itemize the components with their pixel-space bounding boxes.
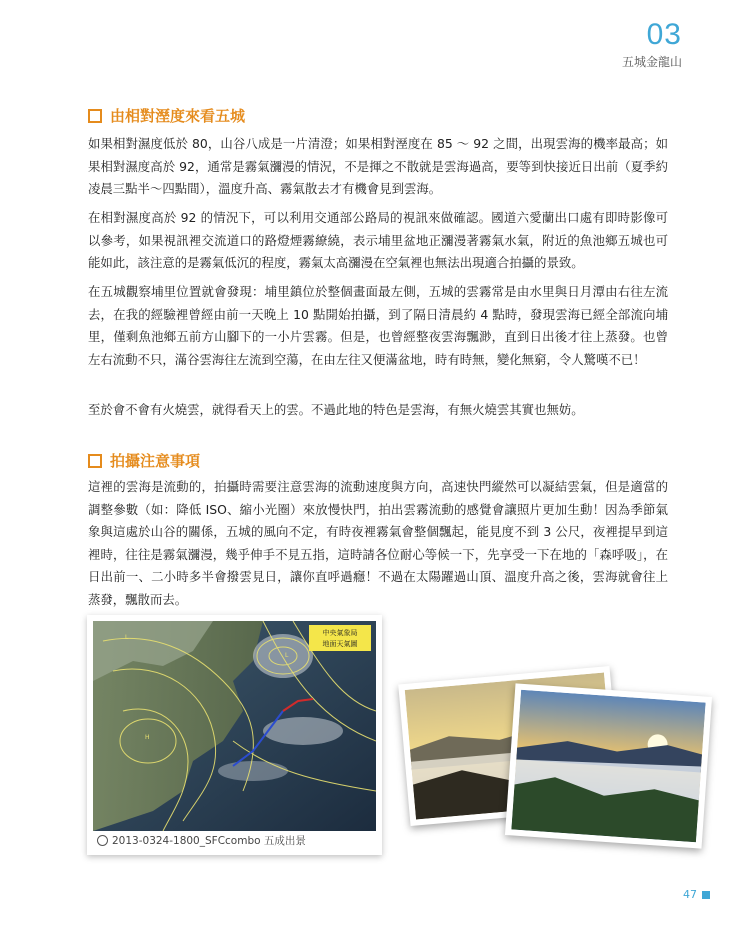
checkbox-square-icon bbox=[88, 454, 102, 468]
section-heading-humidity bbox=[88, 105, 245, 126]
body-paragraph: 在五城觀察埔里位置就會發現：埔里鎮位於整個畫面最左側，五城的雲霧常是由水里與日月潭由右往左流去，在我的經驗裡曾經由前一天晚上 10 點開始拍攝，到了隔日清晨約 4 點時，發現雲海已經全部流向埔里，僅剩魚池鄉五前方山腳下的一小片雲霧。但是，也曾經整夜雲海飄渺，直到日出後才往上蒸發。也曾左右流動不只，滿谷雲海往左流到空蕩，在由左往又便滿盆地，時有時無，變化無窮，令人驚嘆不已！ bbox=[88, 284, 668, 367]
body-paragraph: 這裡的雲海是流動的，拍攝時需要注意雲海的流動速度與方向，高速快門縱然可以凝結雲氣，但是適當的調整參數（如：降低 ISO、縮小光圈）來放慢快門，拍出雲霧流動的感覺會讓照片更加生動！因為季節氣象與這處於山谷的關係，五城的風向不定，有時夜裡霧氣會整個飄起，能見度不到 3 公尺，夜裡提早到這裡時，往往是霧氣瀰漫，幾乎伸手不見五指，這時請各位耐心等候一下，先享受一下在地的「森呼吸」，在日出前一、二小時多半會撥雲見日，讓你直呼過癮！不過在太陽躍過山頂、溫度升高之後，雲海就會往上蒸發，飄散而去。 bbox=[88, 479, 668, 607]
square-marker-icon bbox=[702, 891, 710, 899]
camera-lens-icon bbox=[97, 835, 108, 846]
figure-caption bbox=[97, 833, 306, 848]
map-stamp-text-line2: 地面天氣圖 bbox=[322, 640, 358, 648]
page-number bbox=[683, 888, 710, 901]
section-heading-shooting-tips bbox=[88, 450, 200, 471]
sunrise-photo-2 bbox=[505, 683, 712, 848]
svg-text:L: L bbox=[125, 634, 129, 641]
body-paragraph: 如果相對濕度低於 80，山谷八成是一片清澄；如果相對溼度在 85 ～ 92 之間，出現雲海的機率最高；如果相對濕度高於 92，通常是霧氣瀰漫的情況，不是揮之不散就是雲海過高，要等到快接近日出前（夏季約凌晨三點半～四點間），溫度升高、霧氣散去才有機會見到雲海。 bbox=[88, 136, 668, 196]
map-stamp-text-line1: 中央氣象局 bbox=[322, 629, 358, 637]
body-paragraph: 在相對濕度高於 92 的情況下，可以利用交通部公路局的視訊來做確認。國道六愛蘭出口處有即時影像可以參考，如果視訊裡交流道口的路燈煙霧繚繞，表示埔里盆地正瀰漫著霧氣水氣，附近的魚池鄉五城也可能如此，該注意的是霧氣低沉的程度，霧氣太高瀰漫在空氣裡也無法出現適合拍攝的景致。 bbox=[88, 210, 668, 270]
weather-map-image bbox=[93, 621, 376, 831]
svg-text:H: H bbox=[145, 734, 150, 741]
body-paragraph: 至於會不會有火燒雲，就得看天上的雲。不過此地的特色是雲海，有無火燒雲其實也無妨。 bbox=[88, 402, 584, 417]
weather-map-figure bbox=[87, 615, 382, 855]
checkbox-square-icon bbox=[88, 109, 102, 123]
section-heading-text: 拍攝注意事項 bbox=[110, 452, 201, 470]
section-heading-text: 由相對溼度來看五城 bbox=[110, 107, 246, 125]
chapter-number: 03 bbox=[646, 18, 682, 51]
svg-text:L: L bbox=[285, 652, 289, 659]
page-number-text: 47 bbox=[683, 888, 697, 901]
figure-caption-text: 2013-0324-1800_SFCcombo 五成出景 bbox=[112, 835, 306, 847]
chapter-title: 五城金龍山 bbox=[621, 55, 682, 69]
